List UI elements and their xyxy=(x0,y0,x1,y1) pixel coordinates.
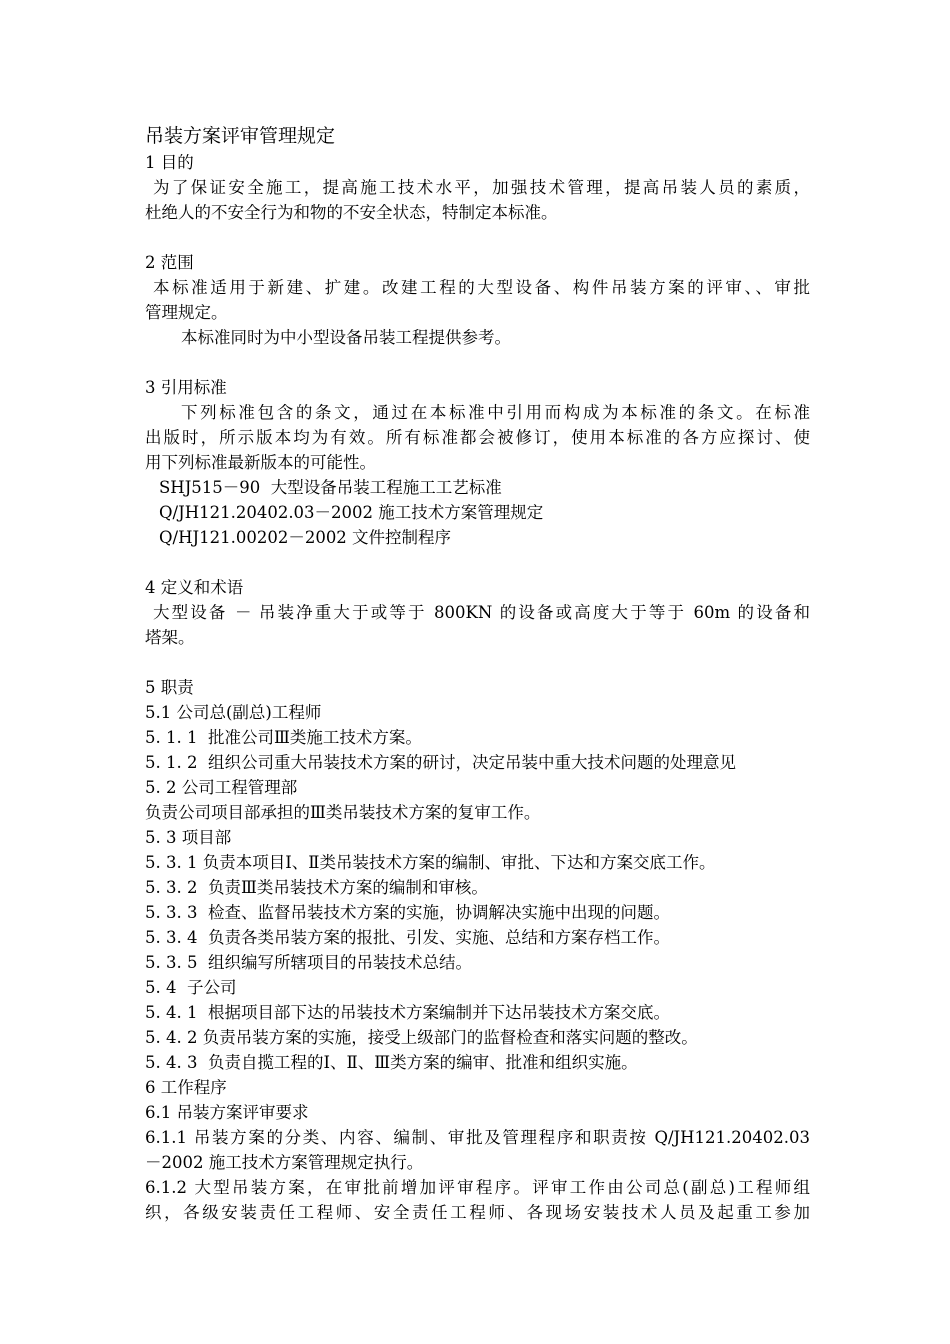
clause-5-1-1: 5. 1. 1 批准公司Ⅲ类施工技术方案。 xyxy=(145,728,422,747)
clause-6-1-1-line-1: 6.1.1 吊装方案的分类、内容、编制、审批及管理程序和职责按 Q/JH121.20402.03 xyxy=(145,1128,810,1147)
clause-5-3-5: 5. 3. 5 组织编写所辖项目的吊装技术总结。 xyxy=(145,953,472,972)
section-3-paragraph-line-2: 出版时，所示版本均为有效。所有标准都会被修订，使用本标准的各方应探讨、使 xyxy=(145,428,810,447)
reference-standard-2: Q/JH121.20402.03－2002 施工技术方案管理规定 xyxy=(159,503,544,522)
section-2-heading: 2 范围 xyxy=(145,253,194,272)
section-3-heading: 3 引用标准 xyxy=(145,378,227,397)
clause-6-1-2-line-1: 6.1.2 大型吊装方案，在审批前增加评审程序。评审工作由公司总(副总)工程师组 xyxy=(145,1178,810,1197)
clause-5-1-2: 5. 1. 2 组织公司重大吊装技术方案的研讨，决定吊装中重大技术问题的处理意见 xyxy=(145,753,736,772)
section-5-heading: 5 职责 xyxy=(145,678,194,697)
clause-6-1-2-line-2: 织，各级安装责任工程师、安全责任工程师、各现场安装技术人员及起重工参加 xyxy=(145,1203,810,1222)
clause-5-3-1: 5. 3. 1 负责本项目Ⅰ、Ⅱ类吊装技术方案的编制、审批、下达和方案交底工作。 xyxy=(145,853,716,872)
clause-6-1-1-line-2: －2002 施工技术方案管理规定执行。 xyxy=(145,1153,424,1172)
spacer xyxy=(145,350,810,375)
clause-5-3: 5. 3 项目部 xyxy=(145,828,232,847)
section-6-heading: 6 工作程序 xyxy=(145,1078,227,1097)
section-2-paragraph-line-2: 管理规定。 xyxy=(145,303,228,322)
clause-5-3-4: 5. 3. 4 负责各类吊装方案的报批、引发、实施、总结和方案存档工作。 xyxy=(145,928,670,947)
spacer xyxy=(145,550,810,575)
clause-5-3-3: 5. 3. 3 检查、监督吊装技术方案的实施，协调解决实施中出现的问题。 xyxy=(145,903,670,922)
section-4-heading: 4 定义和术语 xyxy=(145,578,244,597)
section-2-paragraph-line-1: 本标准适用于新建、扩建。改建工程的大型设备、构件吊装方案的评审、、审批 xyxy=(153,278,810,297)
clause-5-2: 5. 2 公司工程管理部 xyxy=(145,778,298,797)
section-1-paragraph-line-2: 杜绝人的不安全行为和物的不安全状态，特制定本标准。 xyxy=(145,203,558,222)
reference-standard-3: Q/HJ121.00202－2002 文件控制程序 xyxy=(159,528,452,547)
clause-5-2-text: 负责公司项目部承担的Ⅲ类吊装技术方案的复审工作。 xyxy=(145,803,541,822)
section-3-paragraph-line-3: 用下列标准最新版本的可能性。 xyxy=(145,453,376,472)
reference-standard-1: SHJ515－90 大型设备吊装工程施工工艺标准 xyxy=(159,478,502,497)
section-4-paragraph-line-2: 塔架。 xyxy=(145,628,195,647)
section-1-heading: 1 目的 xyxy=(145,153,194,172)
document-page xyxy=(145,122,810,1225)
clause-5-1: 5.1 公司总(副总)工程师 xyxy=(145,703,322,722)
section-2-paragraph-2: 本标准同时为中小型设备吊装工程提供参考。 xyxy=(181,328,511,347)
clause-5-4-3: 5. 4. 3 负责自揽工程的Ⅰ、Ⅱ、Ⅲ类方案的编审、批准和组织实施。 xyxy=(145,1053,638,1072)
spacer xyxy=(145,650,810,675)
clause-5-3-2: 5. 3. 2 负责Ⅲ类吊装技术方案的编制和审核。 xyxy=(145,878,488,897)
clause-5-4-2: 5. 4. 2 负责吊装方案的实施，接受上级部门的监督检查和落实问题的整改。 xyxy=(145,1028,698,1047)
clause-5-4: 5. 4 子公司 xyxy=(145,978,237,997)
clause-5-4-1: 5. 4. 1 根据项目部下达的吊装技术方案编制并下达吊装技术方案交底。 xyxy=(145,1003,670,1022)
spacer xyxy=(145,225,810,250)
clause-6-1: 6.1 吊装方案评审要求 xyxy=(145,1103,309,1122)
document-title: 吊装方案评审管理规定 xyxy=(145,125,336,147)
section-3-paragraph-line-1: 下列标准包含的条文，通过在本标准中引用而构成为本标准的条文。在标准 xyxy=(181,403,810,422)
section-4-paragraph-line-1: 大型设备 － 吊装净重大于或等于 800KN 的设备或高度大于等于 60m 的设备和 xyxy=(153,603,810,622)
section-1-paragraph-line-1: 为了保证安全施工，提高施工技术水平，加强技术管理，提高吊装人员的素质， xyxy=(153,178,810,197)
